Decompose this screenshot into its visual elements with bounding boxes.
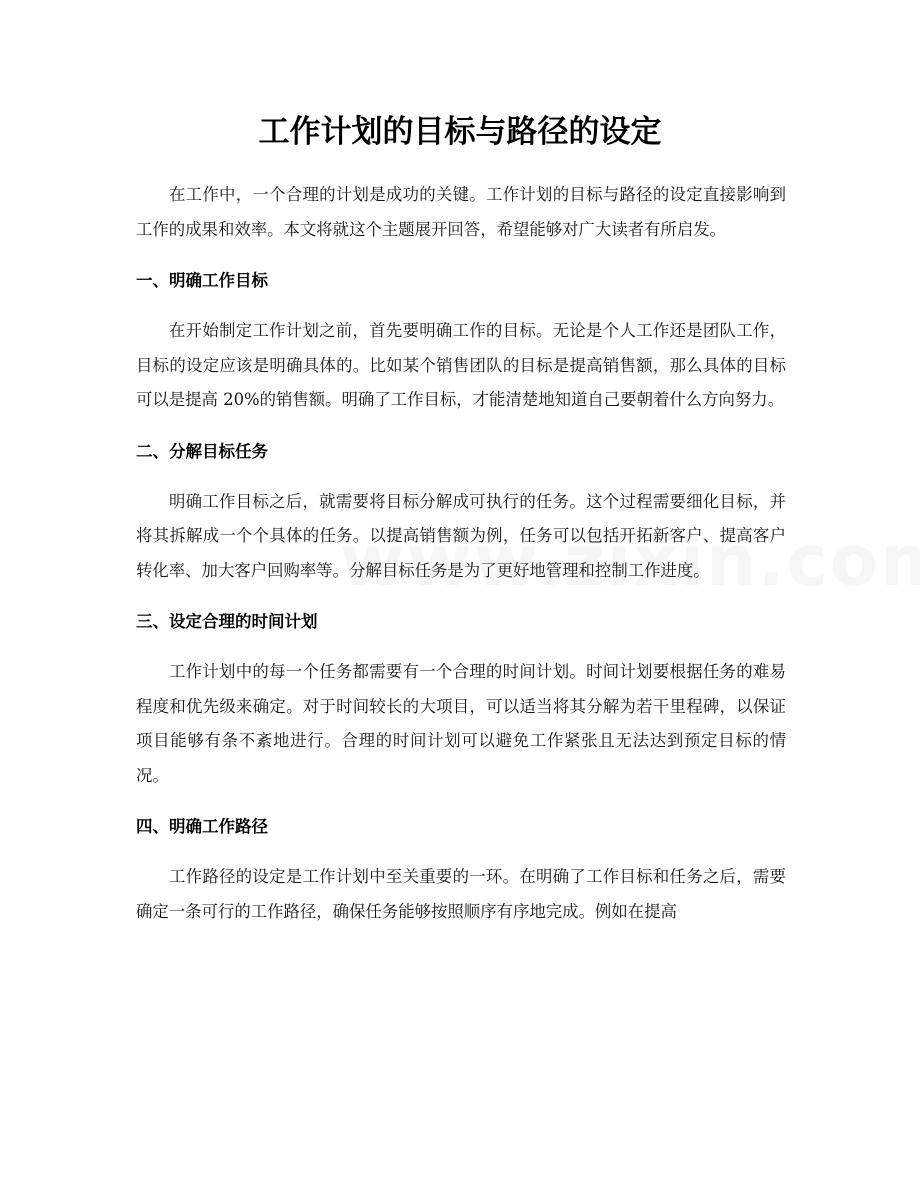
section-heading-2: 二、分解目标任务 — [136, 441, 268, 461]
section-heading-4: 四、明确工作路径 — [136, 817, 268, 836]
spacer — [136, 793, 786, 810]
section-paragraph-1: 在开始制定工作计划之前，首先要明确工作的目标。无论是个人工作还是团队工作，目标的设定应该是明确具体的。比如某个销售团队的目标是提高销售额，那么具体的目标可以是提高 20%的销售额。明确了工作目标，才能清楚地知道自己要朝着什么方向努力。 — [136, 321, 786, 409]
section-paragraph-3: 工作计划中的每一个任务都需要有一个合理的时间计划。时间计划要根据任务的难易程度和优先级来确定。对于时间较长的大项目，可以适当将其分解为若干里程碑，以保证项目能够有条不紊地进行。合理的时间计划可以避免工作紧张且无法达到预定目标的情况。 — [136, 662, 786, 785]
section-paragraph-4: 工作路径的设定是工作计划中至关重要的一环。在明确了工作目标和任务之后，需要确定一条可行的工作路径，确保任务能够按照顺序有序地完成。例如在提高 — [136, 867, 786, 921]
section-paragraph-2: 明确工作目标之后，就需要将目标分解成可执行的任务。这个过程需要细化目标，并将其拆解成一个个具体的任务。以提高销售额为例，任务可以包括开拓新客户、提高客户转化率、加大客户回购率等。分解目标任务是为了更好地管理和控制工作进度。 — [136, 491, 786, 580]
spacer — [136, 469, 786, 485]
spacer — [136, 844, 786, 860]
spacer — [136, 639, 786, 655]
spacer — [136, 418, 786, 435]
document-title: 工作计划的目标与路径的设定 — [258, 114, 662, 150]
intro-paragraph: 在工作中，一个合理的计划是成功的关键。工作计划的目标与路径的设定直接影响到工作的成果和效率。本文将就这个主题展开回答，希望能够对广大读者有所启发。 — [136, 185, 786, 239]
spacer — [136, 588, 786, 605]
spacer — [136, 247, 786, 264]
section-heading-3: 三、设定合理的时间计划 — [136, 612, 318, 631]
spacer — [136, 298, 786, 314]
section-heading-1: 一、明确工作目标 — [136, 271, 268, 290]
document-body — [136, 178, 786, 929]
